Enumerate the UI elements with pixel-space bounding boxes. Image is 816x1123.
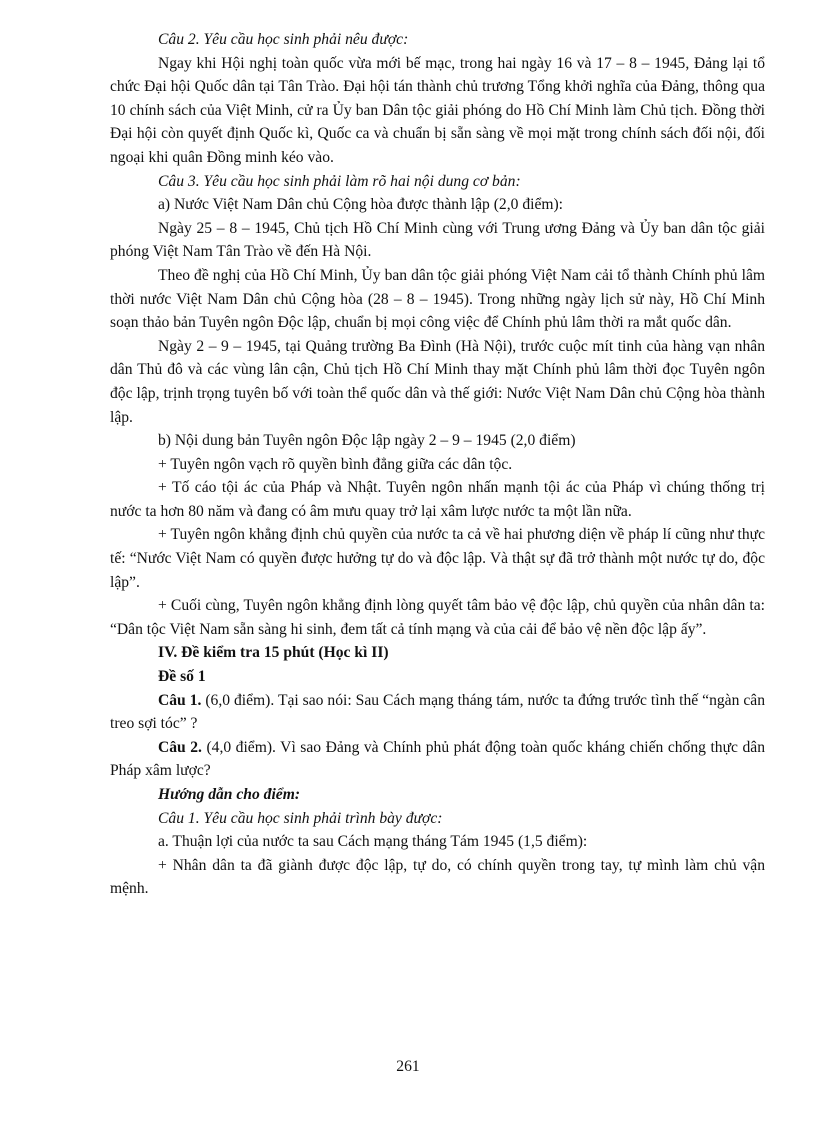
- page-number: 261: [396, 1058, 420, 1075]
- cau2-heading: Câu 2. Yêu cầu học sinh phải nêu được:: [158, 31, 409, 48]
- cau3-part-a: a) Nước Việt Nam Dân chủ Cộng hòa được thành lập (2,0 điểm):: [158, 196, 564, 214]
- question-1: [110, 689, 765, 736]
- grading-guide-heading: Hướng dẫn cho điểm:: [158, 786, 301, 803]
- cau3-paragraph-2: Theo đề nghị của Hồ Chí Minh, Ủy ban dân tộc giải phóng Việt Nam cải tổ thành Chính phủ lâm thời nước Việt Nam Dân chủ Cộng hòa (28 – 8 – 1945). Trong những ngày lịch sử này, Hồ Chí Minh soạn thảo bản Tuyên ngôn Độc lập, chuẩn bị mọi công việc để Chính phủ lâm thời ra mắt quốc dân.: [110, 266, 765, 332]
- cau3-paragraph-1: Ngày 25 – 8 – 1945, Chủ tịch Hồ Chí Minh cùng với Trung ương Đảng và Ủy ban dân tộc giải phóng Việt Nam Tân Trào về đến Hà Nội.: [110, 219, 765, 261]
- section-iv-heading: IV. Đề kiểm tra 15 phút (Học kì II): [158, 644, 389, 662]
- answer-1-bullet-1: + Nhân dân ta đã giành được độc lập, tự do, có chính quyền trong tay, tự mình làm chủ vận mệnh.: [110, 856, 765, 898]
- cau3-bullet-1: + Tuyên ngôn vạch rõ quyền bình đẳng giữa các dân tộc.: [158, 455, 513, 473]
- cau3-bullet-4: + Cuối cùng, Tuyên ngôn khẳng định lòng quyết tâm bảo vệ độc lập, chủ quyền của nhân dân ta: “Dân tộc Việt Nam sẵn sàng hi sinh, đem tất cả tính mạng và của cải để bảo vệ nền độc lập ấy”.: [110, 597, 765, 638]
- cau3-paragraph-3: Ngày 2 – 9 – 1945, tại Quảng trường Ba Đình (Hà Nội), trước cuộc mít tinh của hàng vạn nhân dân Thủ đô và các vùng lân cận, Chủ tịch Hồ Chí Minh thay mặt Chính phủ lâm thời đọc Tuyên ngôn độc lập, trịnh trọng tuyên bố với toàn thể quốc dân và thế giới: Nước Việt Nam Dân chủ Cộng hòa thành lập.: [110, 337, 765, 426]
- question-2-text: (4,0 điểm). Vì sao Đảng và Chính phủ phát động toàn quốc kháng chiến chống thực dân Pháp xâm lược?: [110, 738, 765, 780]
- cau3-bullet-3: + Tuyên ngôn khẳng định chủ quyền của nước ta cả về hai phương diện về pháp lí cũng như thực tế: “Nước Việt Nam có quyền được hưởng tự do và độc lập. Và thật sự đã trở thành một nước tự do, độc lập”.: [110, 526, 765, 591]
- question-1-label: Câu 1.: [158, 691, 202, 709]
- answer-1-part-a: a. Thuận lợi của nước ta sau Cách mạng tháng Tám 1945 (1,5 điểm):: [158, 833, 588, 851]
- cau3-heading: Câu 3. Yêu cầu học sinh phải làm rõ hai nội dung cơ bản:: [158, 172, 521, 190]
- de-so-heading: Đề số 1: [158, 668, 206, 686]
- answer-1-heading: Câu 1. Yêu cầu học sinh phải trình bày được:: [158, 809, 443, 827]
- question-2-label: Câu 2.: [158, 738, 202, 756]
- question-1-text: (6,0 điểm). Tại sao nói: Sau Cách mạng tháng tám, nước ta đứng trước tình thế “ngàn cân treo sợi tóc” ?: [110, 691, 765, 733]
- question-2: [110, 736, 765, 783]
- cau3-part-b: b) Nội dung bản Tuyên ngôn Độc lập ngày 2 – 9 – 1945 (2,0 điểm): [158, 432, 576, 450]
- cau2-body: Ngay khi Hội nghị toàn quốc vừa mới bế mạc, trong hai ngày 16 và 17 – 8 – 1945, Đảng lại tổ chức Đại hội Quốc dân tại Tân Trào. Đại hội tán thành chủ trương Tổng khởi nghĩa của Đảng, thông qua 10 chính sách của Việt Minh, cử ra Ủy ban Dân tộc giải phóng do Hồ Chí Minh làm Chủ tịch. Đồng thời Đại hội còn quyết định Quốc kì, Quốc ca và chuẩn bị sẵn sàng về mọi mặt trong chính sách đối nội, đối ngoại khi quân Đồng minh kéo vào.: [110, 54, 765, 166]
- document-page: [110, 28, 765, 901]
- cau3-bullet-2: + Tố cáo tội ác của Pháp và Nhật. Tuyên ngôn nhấn mạnh tội ác của Pháp vì chúng thống trị nước ta hơn 80 năm và đang có âm mưu quay trở lại xâm lược nước ta một lần nữa.: [110, 479, 765, 520]
